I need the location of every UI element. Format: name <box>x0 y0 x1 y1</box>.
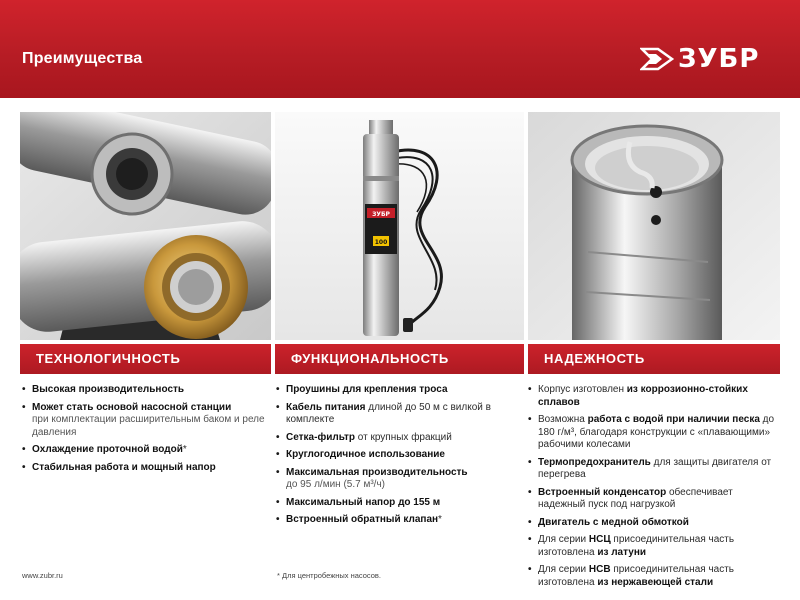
list-item <box>528 384 780 409</box>
list-item-bold: Кабель питания <box>286 401 366 413</box>
pump-label: ЗУБР <box>372 211 390 218</box>
list-item-rest: обеспечивает надежный пуск под нагрузкой <box>538 486 733 510</box>
list-item <box>276 402 526 427</box>
list-item-bold: Встроенный обратный клапан <box>286 514 439 525</box>
zubr-logo-icon <box>640 46 674 72</box>
list-item-pre: Корпус изготовлен <box>538 384 627 395</box>
list-item <box>276 467 526 492</box>
list-item <box>22 444 272 457</box>
list-item <box>276 432 526 445</box>
website-link[interactable]: www.zubr.ru <box>22 571 63 580</box>
list-item-rest: длиной до 50 м с вилкой в комплекте <box>286 401 491 425</box>
list-item-pre: Возможна <box>538 414 588 425</box>
list-item-rest: присоединительная часть изготовлена <box>538 534 735 558</box>
submersible-pump-photo <box>275 112 524 340</box>
list-item <box>528 564 780 589</box>
section-heading-functionality: ФУНКЦИОНАЛЬНОСТЬ <box>275 344 524 374</box>
list-item-rest: для защиты двигателя от перегрева <box>538 456 772 480</box>
list-item <box>22 462 272 475</box>
footnote: * Для центробежных насосов. <box>277 571 381 580</box>
list-item-sub: до 95 л/мин (5.7 м³/ч) <box>286 479 385 490</box>
list-item-rest: * <box>182 444 187 455</box>
list-item <box>528 487 780 512</box>
list-item-bold: Может стать основой насосной станции <box>32 401 232 413</box>
pump-motor-housing-icon <box>528 112 780 340</box>
list-item-bold: работа с водой при наличии песка <box>587 414 760 425</box>
list-item-rest: от крупных фракций <box>354 431 452 443</box>
list-item <box>528 414 780 452</box>
list-item-bold: НСЦ <box>588 534 611 545</box>
header-banner <box>0 0 800 98</box>
page-title: Преимущества <box>22 50 143 67</box>
list-item-bold: из нержавеющей стали <box>597 576 714 588</box>
list-item-bold: Круглогодичное использование <box>286 449 445 460</box>
list-item-rest: присоединительная часть изготовлена <box>538 564 735 588</box>
list-item-bold: Термопредохранитель <box>538 456 651 468</box>
submersible-pump-with-cable-icon <box>275 112 524 340</box>
list-item-bold: из коррозионно-стойких сплавов <box>538 384 748 408</box>
list-item <box>528 457 780 482</box>
pump-motor-photo <box>528 112 780 340</box>
list-item <box>528 534 780 559</box>
list-item-bold: из латуни <box>597 546 647 558</box>
list-item-sub: при комплектации расширительным баком и реле давления <box>32 414 265 438</box>
functionality-list <box>276 384 526 532</box>
list-item-bold: Стабильная работа и мощный напор <box>32 461 216 473</box>
list-item-bold: Встроенный конденсатор <box>538 486 667 498</box>
reliability-list <box>528 384 780 594</box>
pump-badge: 100 <box>374 239 388 246</box>
list-item-bold: Двигатель с медной обмоткой <box>538 516 689 528</box>
pump-outlet-brass-fitting-icon <box>20 112 271 340</box>
list-item <box>22 402 272 440</box>
technology-list <box>22 384 272 479</box>
list-item-pre: Для серии <box>538 564 589 575</box>
list-item-bold: Максимальная производительность <box>286 466 468 478</box>
list-item-bold: Проушины для крепления троса <box>286 384 448 395</box>
list-item-bold: Высокая производительность <box>32 384 185 395</box>
list-item-bold: НСВ <box>588 564 611 575</box>
list-item-pre: Для серии <box>538 534 589 545</box>
logo-wordmark: ЗУБР <box>678 44 760 74</box>
list-item <box>276 514 526 527</box>
list-item <box>276 449 526 462</box>
brand-logo[interactable] <box>640 44 780 74</box>
list-item-bold: Охлаждение проточной водой <box>32 444 183 455</box>
list-item <box>276 497 526 510</box>
section-heading-technology: ТЕХНОЛОГИЧНОСТЬ <box>20 344 271 374</box>
list-item-bold: Сетка-фильтр <box>286 431 355 443</box>
pump-outlet-photo <box>20 112 271 340</box>
list-item-rest: до 180 г/м³, благодаря конструкции с «плавающими» рабочими колесами <box>538 414 775 450</box>
section-heading-reliability: НАДЕЖНОСТЬ <box>528 344 780 374</box>
list-item-rest: * <box>438 514 442 525</box>
list-item <box>22 384 272 397</box>
list-item-bold: Максимальный напор до 155 м <box>286 496 441 508</box>
list-item <box>276 384 526 397</box>
list-item <box>528 517 780 530</box>
